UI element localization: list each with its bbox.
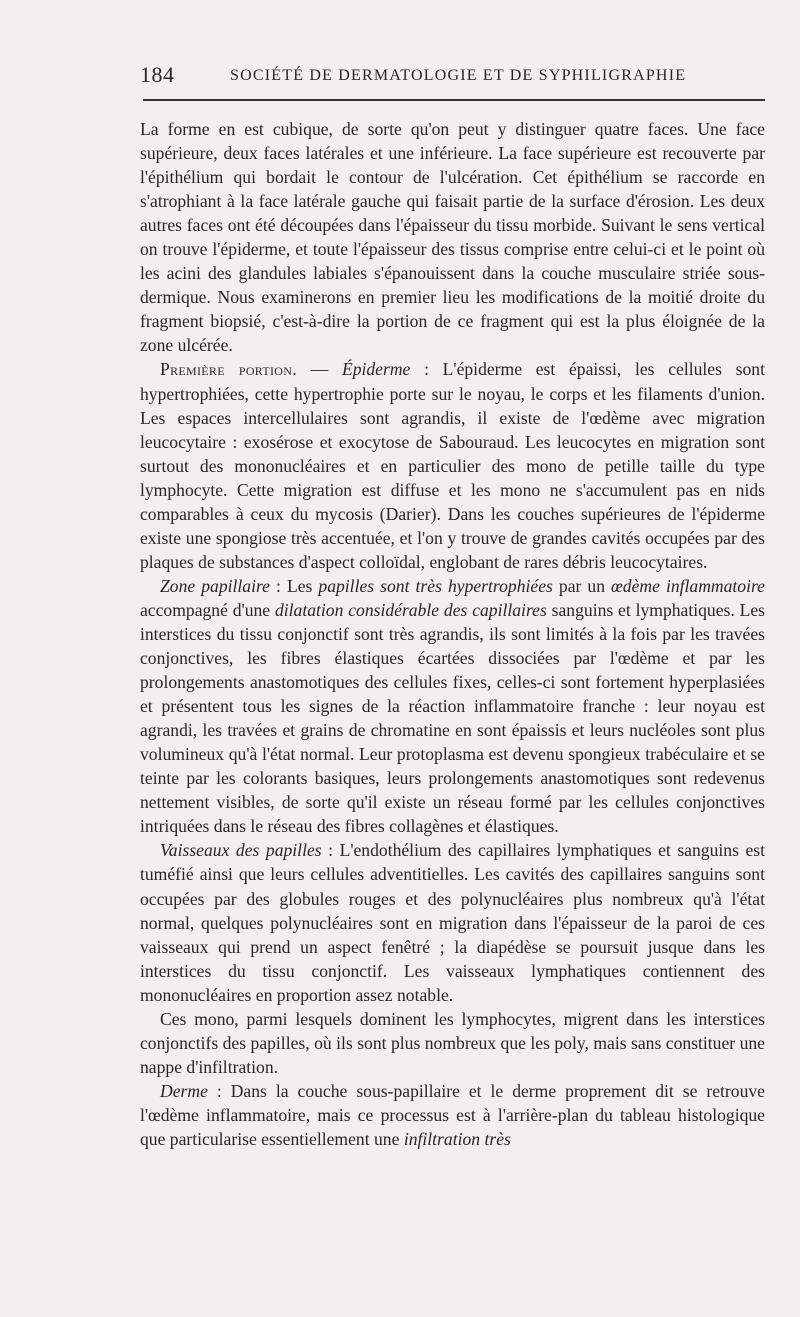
subheading-vaisseaux: Vaisseaux des papilles xyxy=(160,840,322,861)
paragraph-3 xyxy=(140,574,765,839)
paragraph-5 xyxy=(140,1007,765,1079)
header-rule xyxy=(143,99,765,101)
paragraph-2 xyxy=(140,357,765,573)
paragraph-4 xyxy=(140,838,765,1006)
paragraph-3-text-4: sanguins et lymphatiques. Les interstices du tissu conjonctif sont très agrandis, ils sont limités à la fois par les travées conjonctives, les fibres élastiques écartées dissociées par l'œdème et par les prolongements anastomotiques des cellules fixes, celles-ci sont fortement hyperplasiées et présentent tous les signes de la réaction inflammatoire franche : leur noyau est agrandi, les travées et grains de chromatine en sont épaissis et leurs nucléoles sont plus volumineux qu'à l'état normal. Leur protoplasma est devenu spongieux trabéculaire et se teinte par les colorants basiques, leurs prolongements anastomotiques sont redevenus nettement visibles, de sorte qu'il existe un réseau formé par les cellules conjonctives intriquées dans le réseau des fibres collagènes et élastiques. xyxy=(140,599,766,837)
paragraph-6-text: : Dans la couche sous-papillaire et le derme proprement dit se retrouve l'œdème inflammatoire, mais ce processus est à l'arrière-plan du tableau histologique que particularise essentiellement une xyxy=(140,1080,765,1149)
paragraph-4-text: : L'endothélium des capillaires lymphatiques et sanguins est tuméfié ainsi que leurs cellules adventitielles. Les cavités des capillaires sanguins sont occupées par des globules rouges et des polynucléaires plus nombreux qu'à l'état normal, quelques polynucléaires sont en migration dans l'épaisseur de la paroi de ces vaisseaux qui prend un aspect fenêtré ; la diapédèse se poursuit jusque dans les interstices du tissu conjonctif. Les vaisseaux lymphatiques contiennent des mononucléaires en proportion assez notable. xyxy=(140,840,765,1005)
paragraph-2-text: : L'épiderme est épaissi, les cellules sont hypertrophiées, cette hypertrophie porte sur le noyau, le corps et les filaments d'union. Les espaces intercellulaires sont agrandis, il existe de l'œdème avec migration leucocytaire : exosérose et exocytose de Sabouraud. Les leucocytes en migration sont surtout des mononucléaires et en particulier des mono de petille taille du type lymphocyte. Cette migration est diffuse et les mono ne s'accumulent pas en nids comparables à ceux du mycosis (Darier). Dans les couches supérieures de l'épiderme existe une spongiose très accentuée, et l'on y trouve de grandes cavités occupées par des plaques de substances d'aspect colloïdal, englobant de rares débris leucocytaires. xyxy=(140,359,765,572)
paragraph-3-text-2: par un xyxy=(552,575,612,596)
paragraph-3-emph-1: papilles sont très hypertrophiées xyxy=(318,575,553,596)
paragraph-3-emph-3: dilatation considérable des capillaires xyxy=(274,599,547,620)
paragraph-3-emph-2: œdème inflammatoire xyxy=(611,575,765,596)
section-lead: Première portion. xyxy=(160,359,297,380)
paragraph-1 xyxy=(140,117,765,357)
page-header xyxy=(140,62,765,92)
subheading-zone-papillaire: Zone papillaire xyxy=(160,575,270,596)
paragraph-6-emph: infiltration très xyxy=(403,1128,511,1149)
paragraph-5-text: Ces mono, parmi lesquels dominent les lymphocytes, migrent dans les interstices conjonctifs des papilles, où ils sont plus nombreux que les poly, mais sans constituer une nappe d'infiltration. xyxy=(140,1008,765,1077)
paragraph-1-text: La forme en est cubique, de sorte qu'on peut y distinguer quatre faces. Une face supérieure, deux faces latérales et une inférieure. La face supérieure est recouverte par l'épithélium qui bordait le contour de l'ulcération. Cet épithélium se raccorde en s'atrophiant à la face latérale gauche qui faisait partie de la surface d'érosion. Les deux autres faces ont été découpées dans l'épaisseur du tissu morbide. Suivant le sens vertical on trouve l'épiderme, et toute l'épaisseur des tissus comprise entre celui-ci et le point où les acini des glandules labiales s'épanouissent dans la couche musculaire striée sous-dermique. Nous examinerons en premier lieu les modifications de la moitié droite du fragment biopsié, c'est-à-dire la portion de ce fragment qui est la plus éloignée de la zone ulcérée. xyxy=(140,119,765,356)
subheading-epiderme: Épiderme xyxy=(341,359,411,380)
running-title: SOCIÉTÉ DE DERMATOLOGIE ET DE SYPHILIGRAPHIE xyxy=(230,67,687,84)
subheading-derme: Derme xyxy=(160,1080,208,1101)
paragraph-3-text-3: accompagné d'une xyxy=(140,599,275,620)
dash: — xyxy=(296,359,342,380)
paragraph-6 xyxy=(140,1079,765,1151)
body-text xyxy=(140,117,765,1151)
page-number: 184 xyxy=(140,62,175,87)
paragraph-3-text-1: : Les xyxy=(269,575,319,596)
